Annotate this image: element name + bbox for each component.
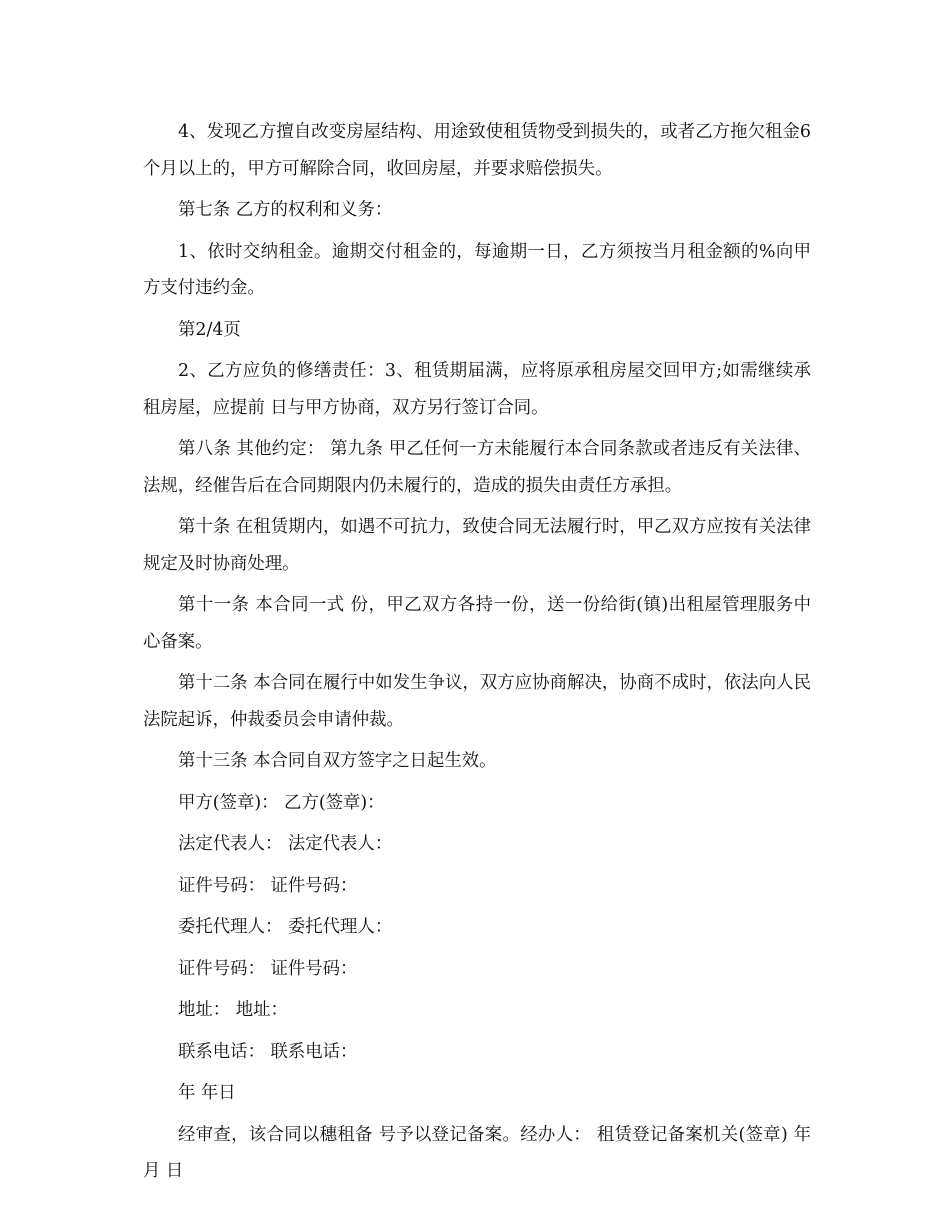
paragraph-rent-payment: 1、依时交纳租金。逾期交付租金的，每逾期一日，乙方须按当月租金额的%向甲方支付违约金。 xyxy=(143,241,811,298)
paragraph-termination-clause: 4、发现乙方擅自改变房屋结构、用途致使租赁物受到损失的，或者乙方拖欠租金6个月以上的，甲方可解除合同，收回房屋，并要求赔偿损失。 xyxy=(143,122,811,179)
signature-legal-rep-line: 法定代表人： 法定代表人： xyxy=(178,834,393,854)
paragraph-repair-duty: 2、乙方应负的修缮责任：3、租赁期届满，应将原承租房屋交回甲方;如需继续承租房屋，应提前 日与甲方协商，双方另行签订合同。 xyxy=(143,361,811,418)
paragraph-registration-note: 经审查，该合同以穗租备 号予以登记备案。经办人： 租赁登记备案机关(签章) 年 月 日 xyxy=(143,1124,811,1181)
paragraph-article-11: 第十一条 本合同一式 份，甲乙双方各持一份，送一份给街(镇)出租屋管理服务中心备案。 xyxy=(143,595,811,652)
paragraph-article-13: 第十三条 本合同自双方签字之日起生效。 xyxy=(178,751,497,771)
signature-agent-line: 委托代理人： 委托代理人： xyxy=(178,917,393,937)
heading-article-7: 第七条 乙方的权利和义务： xyxy=(178,200,393,220)
signature-party-line: 甲方(签章)： 乙方(签章)： xyxy=(178,792,385,813)
paragraph-article-10: 第十条 在租赁期内，如遇不可抗力，致使合同无法履行时，甲乙双方应按有关法律规定及时协商处理。 xyxy=(143,517,811,574)
signature-phone-line: 联系电话： 联系电话： xyxy=(178,1041,358,1062)
paragraph-article-12: 第十二条 本合同在履行中如发生争议，双方应协商解决，协商不成时，依法向人民法院起诉，仲裁委员会申请仲裁。 xyxy=(143,673,811,730)
signature-id-number-line: 证件号码： 证件号码： xyxy=(178,875,358,896)
signature-date-line: 年 年日 xyxy=(178,1083,236,1103)
paragraph-articles-8-9: 第八条 其他约定： 第九条 甲乙任何一方未能履行本合同条款或者违反有关法律、法规，经催告后在合同期限内仍未履行的，造成的损失由责任方承担。 xyxy=(143,439,811,496)
signature-agent-id-line: 证件号码： 证件号码： xyxy=(178,958,358,979)
document-page xyxy=(143,114,811,1195)
signature-address-line: 地址： 地址： xyxy=(178,1000,288,1020)
page-number: 第2/4页 xyxy=(178,319,241,340)
